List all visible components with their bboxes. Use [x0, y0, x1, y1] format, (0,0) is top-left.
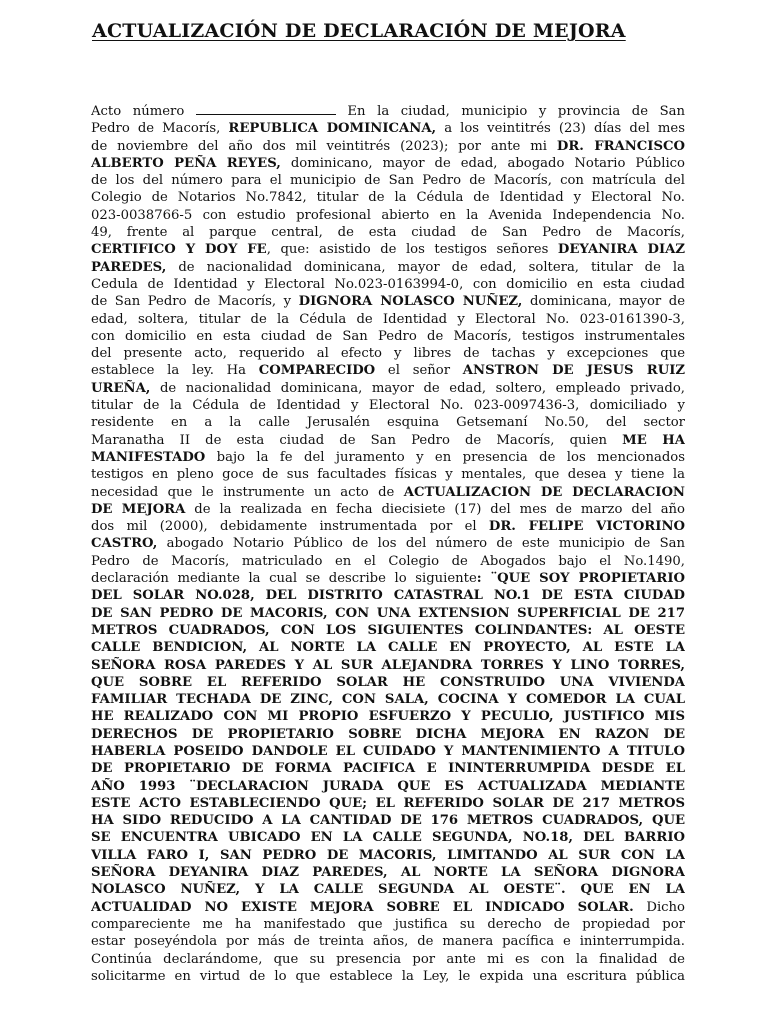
text-run: testigos en pleno goce de sus facultades físicas y mentales, que desea y tiene la	[91, 467, 685, 483]
paragraph-line	[91, 172, 685, 189]
bold-text: COMPARECIDO	[258, 363, 376, 379]
bold-text: DERECHOS DE PROPIETARIO SOBRE DICHA MEJORA EN RAZON DE	[91, 726, 685, 742]
document-title: ACTUALIZACIÓN DE DECLARACIÓN DE MEJORA	[92, 20, 626, 42]
paragraph-line	[91, 241, 685, 258]
paragraph-line	[91, 138, 685, 155]
text-run: Pedro de Macorís, matriculado en el Colegio de Abogados bajo el No.1490,	[91, 553, 685, 569]
bold-text: HABERLA POSEIDO DANDOLE EL CUIDADO Y MANTENIMIENTO A TITULO	[91, 743, 685, 759]
paragraph-line	[91, 639, 685, 656]
paragraph-line	[91, 345, 685, 362]
act-number-blank-field	[196, 102, 336, 115]
paragraph-line	[91, 881, 685, 898]
text-run: solicitarme en virtud de lo que establece la Ley, le expida una escritura pública	[91, 968, 685, 984]
paragraph-line	[91, 916, 685, 933]
bold-text: UREÑA,	[91, 380, 151, 396]
text-run: Maranatha II de esta ciudad de San Pedro de Macorís, quien	[91, 432, 623, 448]
text-run: del presente acto, requerido al efecto y libres de tachas y excepciones que	[91, 346, 685, 362]
bold-text: DE MEJORA	[91, 501, 186, 517]
paragraph-line	[91, 380, 685, 397]
paragraph-line	[91, 362, 685, 379]
paragraph-line	[91, 605, 685, 622]
text-run: necesidad que le instrumente un acto de	[91, 484, 404, 500]
paragraph-line	[91, 864, 685, 881]
text-run: de nacionalidad dominicana, mayor de edad, soltero, empleado privado,	[150, 380, 685, 396]
paragraph-line	[91, 449, 685, 466]
text-run: dos mil (2000), debidamente instrumentada por el	[91, 519, 489, 535]
text-run: abogado Notario Público de los del número de este municipio de San	[157, 536, 685, 552]
text-run: Cedula de Identidad y Electoral No.023-0163994-0, con domicilio en esta ciudad	[91, 276, 685, 292]
paragraph-line	[91, 743, 685, 760]
text-run: 023-0038766-5 con estudio profesional abierto en la Avenida Independencia No.	[91, 207, 685, 223]
text-run: Continúa declarándome, que su presencia por ante mi es con la finalidad de	[91, 951, 685, 967]
text-run: 49, frente al parque central, de esta ciudad de San Pedro de Macorís,	[91, 225, 685, 241]
text-run: de noviembre del año dos mil veintitrés (2023); por ante mi	[91, 138, 557, 154]
bold-text: CERTIFICO Y DOY FE	[91, 242, 267, 258]
bold-text: CALLE BENDICION, AL NORTE LA CALLE EN PROYECTO, AL ESTE LA	[91, 640, 685, 656]
paragraph-line	[91, 691, 685, 708]
text-run: establece la ley. Ha	[91, 363, 259, 379]
paragraph-line	[91, 778, 685, 795]
text-run: Colegio de Notarios No.7842, titular de la Cédula de Identidad y Electoral No.	[91, 190, 685, 206]
bold-text: ACTUALIZACION DE DECLARACION	[403, 484, 685, 500]
bold-text: FAMILIAR TECHADA DE ZINC, CON SALA, COCINA Y COMEDOR LA CUAL	[91, 692, 685, 708]
bold-text: HE REALIZADO CON MI PROPIO ESFUERZO Y PECULIO, JUSTIFICO MIS	[91, 709, 685, 725]
paragraph-line	[91, 120, 685, 137]
paragraph-line	[91, 795, 685, 812]
bold-text: DE PROPIETARIO DE FORMA PACIFICA E ININTERRUMPIDA DESDE EL	[91, 761, 685, 777]
text-run: residente en a la calle Jerusalén esquina Getsemaní No.50, del sector	[91, 415, 685, 431]
bold-text: HA SIDO REDUCIDO A LA CANTIDAD DE 176 METROS CUADRADOS, QUE	[91, 813, 685, 829]
paragraph-line	[91, 155, 685, 172]
paragraph-line	[91, 102, 685, 120]
paragraph-line	[91, 674, 685, 691]
bold-text: DEYANIRA DIAZ	[557, 242, 685, 258]
bold-text: QUE SOBRE EL REFERIDO SOLAR HE CONSTRUIDO UNA VIVIENDA	[91, 674, 685, 690]
text-run: estar poseyéndola por más de treinta años, de manera pacífica e ininterrumpida.	[91, 934, 685, 950]
text-run: Pedro de Macorís,	[91, 121, 229, 137]
bold-text: DR. FELIPE VICTORINO	[488, 519, 685, 535]
text-run: En la ciudad, municipio y provincia de San	[335, 104, 685, 119]
text-run: dominicano, mayor de edad, abogado Notario Público	[280, 155, 685, 171]
text-run: de nacionalidad dominicana, mayor de edad, soltera, titular de la	[166, 259, 685, 275]
paragraph-line	[91, 587, 685, 604]
bold-text: : ¨QUE SOY PROPIETARIO	[476, 571, 685, 587]
bold-text: VILLA FARO I, SAN PEDRO DE MACORIS, LIMITANDO AL SUR CON LA	[91, 847, 685, 863]
bold-text: ACTUALIDAD NO EXISTE MEJORA SOBRE EL INDICADO SOLAR.	[91, 899, 634, 915]
bold-text: DR. FRANCISCO	[556, 138, 685, 154]
paragraph-line	[91, 328, 685, 345]
bold-text: DE SAN PEDRO DE MACORIS, CON UNA EXTENSION SUPERFICIAL DE 217	[91, 605, 685, 621]
paragraph-line	[91, 829, 685, 846]
bold-text: SEÑORA DEYANIRA DIAZ PAREDES, AL NORTE LA SEÑORA DIGNORA	[91, 865, 685, 881]
text-run: a los veintitrés (23) días del mes	[436, 121, 685, 137]
text-run: compareciente me ha manifestado que justifica su derecho de propiedad por	[91, 916, 685, 932]
text-run: , que: asistido de los testigos señores	[266, 242, 558, 258]
bold-text: REPUBLICA DOMINICANA,	[228, 121, 437, 137]
paragraph-line	[91, 466, 685, 483]
bold-text: SE ENCUENTRA UBICADO EN LA CALLE SEGUNDA, NO.18, DEL BARRIO	[91, 830, 685, 846]
bold-text: NOLASCO NUÑEZ, Y LA CALLE SEGUNDA AL OESTE¨. QUE EN LA	[91, 882, 685, 898]
paragraph-line	[91, 535, 685, 552]
bold-text: PAREDES,	[91, 259, 167, 275]
text-run: de los del número para el municipio de San Pedro de Macorís, con matrícula del	[91, 173, 685, 189]
text-run: titular de la Cédula de Identidad y Electoral No. 023-0097436-3, domiciliado y	[91, 398, 685, 414]
bold-text: ME HA	[622, 432, 685, 448]
paragraph-line	[91, 276, 685, 293]
bold-text: ESTE ACTO ESTABLECIENDO QUE; EL REFERIDO SOLAR DE 217 METROS	[91, 795, 685, 811]
text-run: de San Pedro de Macorís, y	[91, 294, 299, 310]
bold-text: ALBERTO PEÑA REYES,	[91, 155, 281, 171]
paragraph-line	[91, 726, 685, 743]
bold-text: SEÑORA ROSA PAREDES Y AL SUR ALEJANDRA TORRES Y LINO TORRES,	[91, 657, 685, 673]
paragraph-line	[91, 933, 685, 950]
text-run: edad, soltera, titular de la Cédula de Identidad y Electoral No. 023-0161390-3,	[91, 311, 685, 327]
text-run: con domicilio en esta ciudad de San Pedro de Macorís, testigos instrumentales	[91, 328, 685, 344]
paragraph-line	[91, 708, 685, 725]
paragraph-line	[91, 951, 685, 968]
bold-text: DIGNORA NOLASCO NUÑEZ,	[298, 294, 523, 310]
paragraph-line	[91, 484, 685, 501]
paragraph-line	[91, 501, 685, 518]
paragraph-line	[91, 968, 685, 985]
paragraph-line	[91, 293, 685, 310]
paragraph-line	[91, 760, 685, 777]
paragraph-line	[91, 657, 685, 674]
paragraph-line	[91, 224, 685, 241]
paragraph-line	[91, 259, 685, 276]
paragraph-line	[91, 553, 685, 570]
bold-text: ANSTRON DE JESUS RUIZ	[462, 363, 685, 379]
paragraph-line	[91, 847, 685, 864]
text-run: Dicho	[633, 899, 685, 915]
paragraph-line	[91, 518, 685, 535]
bold-text: MANIFESTADO	[91, 449, 206, 465]
paragraph-line	[91, 414, 685, 431]
document-body	[91, 102, 685, 985]
bold-text: DEL SOLAR NO.028, DEL DISTRITO CATASTRAL NO.1 DE ESTA CIUDAD	[91, 588, 685, 604]
paragraph-line	[91, 397, 685, 414]
text-run: bajo la fe del juramento y en presencia de los mencionados	[205, 449, 685, 465]
paragraph-line	[91, 189, 685, 206]
text-run: el señor	[375, 363, 463, 379]
text-run: dominicana, mayor de	[522, 294, 685, 310]
paragraph-line	[91, 207, 685, 224]
paragraph-line	[91, 812, 685, 829]
bold-text: CASTRO,	[91, 536, 158, 552]
paragraph-line	[91, 432, 685, 449]
text-run: declaración mediante la cual se describe lo siguiente	[91, 571, 477, 587]
paragraph-line	[91, 622, 685, 639]
paragraph-line	[91, 570, 685, 587]
text-run: Acto número	[91, 104, 196, 119]
paragraph-line	[91, 311, 685, 328]
bold-text: AÑO 1993 ¨DECLARACION JURADA QUE ES ACTUALIZADA MEDIANTE	[91, 778, 685, 794]
paragraph-line	[91, 899, 685, 916]
text-run: de la realizada en fecha diecisiete (17) del mes de marzo del año	[185, 501, 685, 517]
bold-text: METROS CUADRADOS, CON LOS SIGUIENTES COLINDANTES: AL OESTE	[91, 622, 685, 638]
